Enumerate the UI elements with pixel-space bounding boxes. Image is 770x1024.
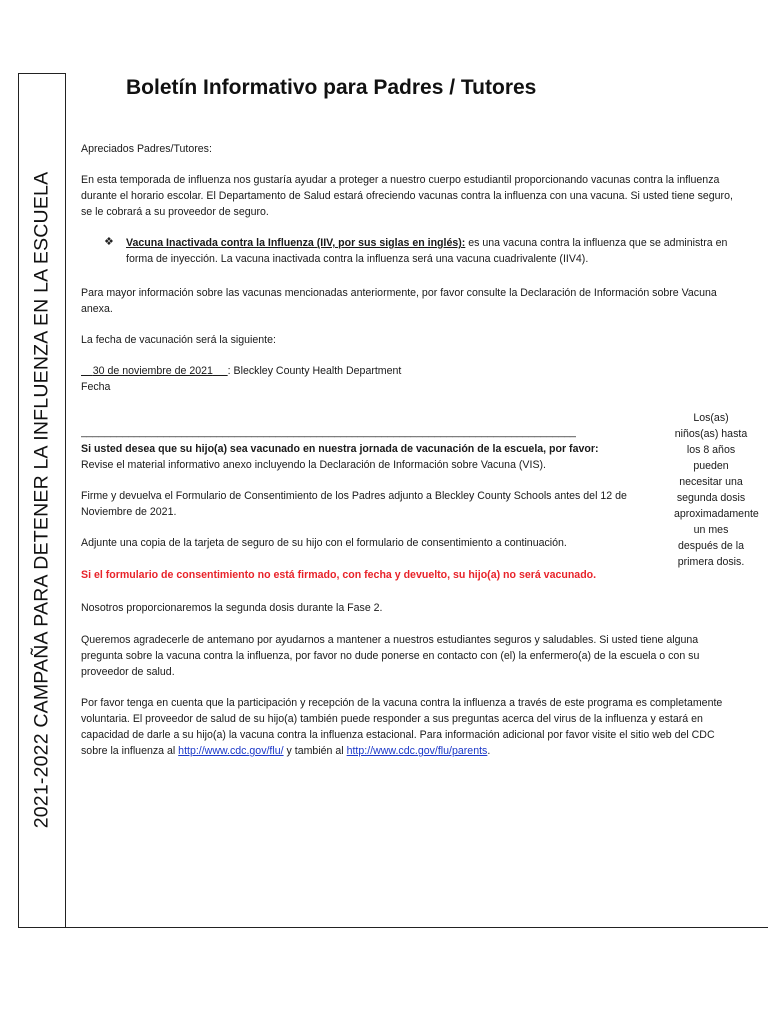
intro-paragraph: En esta temporada de influenza nos gustaría ayudar a proteger a nuestro cuerpo estudiantil proporcionando vacunas contra la influenza durante el horario escolar. El Departamento de Salud estará ofreciendo vacunas contra la influenza con una vacuna. Si usted tiene seguro, se le cobrará a su proveedor de seguro. xyxy=(81,174,733,218)
sign-return-instruction: Firme y devuelva el Formulario de Consentimiento de los Padres adjunto a Bleckley County Schools antes del 12 de Noviembre de 2021. xyxy=(81,490,627,518)
final-period: . xyxy=(487,745,491,757)
more-info-paragraph: Para mayor información sobre las vacunas mencionadas anteriormente, por favor consulte la Declaración de Información sobre Vacuna anexa. xyxy=(81,287,717,315)
vaccine-term: Vacuna Inactivada contra la Influenza (IIV, por sus siglas en inglés): xyxy=(126,237,466,249)
campaign-title: 2021-2022 CAMPAÑA PARA DETENER LA INFLUENZA EN LA ESCUELA xyxy=(30,171,53,829)
vaccination-location: : Bleckley County Health Department xyxy=(227,365,402,377)
vaccine-description: es una vacuna contra la influenza que se administra en forma de inyección. La vacuna inactivada contra la influenza será una vacuna cuadrivalente (IIV4). xyxy=(126,237,728,265)
date-intro: La fecha de vacunación será la siguiente: xyxy=(81,334,276,346)
wish-heading: Si usted desea que su hijo(a) sea vacunado en nuestra jornada de vacunación de la escuela, por favor: xyxy=(81,443,599,455)
greeting: Apreciados Padres/Tutores: xyxy=(81,143,212,155)
link-joiner: y también al xyxy=(283,745,347,757)
date-line xyxy=(81,363,736,379)
vaccine-bullet xyxy=(126,235,738,267)
voluntary-paragraph xyxy=(81,695,736,759)
review-instruction: Revise el material informativo anexo incluyendo la Declaración de Información sobre Vacuna (VIS). xyxy=(81,459,546,471)
voluntary-text: Por favor tenga en cuenta que la participación y recepción de la vacuna contra la influenza a través de este programa es completamente voluntaria. El proveedor de salud de su hijo(a) también puede responder a sus preguntas acerca del virus de la influenza y estará en capacidad de darle a su hijo(a) la vacuna contra la influenza estacional. Para información adicional por favor visite el sitio web del CDC sobre la influenza al xyxy=(81,697,723,757)
unsigned-warning: Si el formulario de consentimiento no está firmado, con fecha y devuelto, su hijo(a) no será vacunado. xyxy=(81,569,597,581)
attach-copy-instruction: Adjunte una copia de la tarjeta de seguro de su hijo con el formulario de consentimiento a continuación. xyxy=(81,537,567,549)
separator-line: ____________________________________________________________________________________ xyxy=(81,426,576,438)
bottom-rule xyxy=(18,927,768,928)
side-note: Los(as) niños(as) hasta los 8 años pueden necesitar una segunda dosis aproximadamente un mes después de la primera dosis. xyxy=(674,412,759,568)
vaccination-date: 30 de noviembre de 2021 xyxy=(92,365,213,377)
thanks-paragraph: Queremos agradecerle de antemano por ayudarnos a mantener a nuestros estudiantes seguros y saludables. Si usted tiene alguna pregunta sobre la vacuna contra la influenza, por favor no dude ponerse en contacto con (el) la enfermero(a) de la escuela o con su proveedor de salud. xyxy=(81,634,700,678)
cdc-flu-parents-link[interactable]: http://www.cdc.gov/flu/parents xyxy=(346,745,488,757)
page-title: Boletín Informativo para Padres / Tutores xyxy=(126,76,537,99)
date-label: Fecha xyxy=(81,381,111,393)
cdc-flu-link[interactable]: http://www.cdc.gov/flu/ xyxy=(178,745,284,757)
second-dose-note: Nosotros proporcionaremos la segunda dosis durante la Fase 2. xyxy=(81,602,383,614)
diamond-bullet-icon: ❖ xyxy=(104,236,114,248)
